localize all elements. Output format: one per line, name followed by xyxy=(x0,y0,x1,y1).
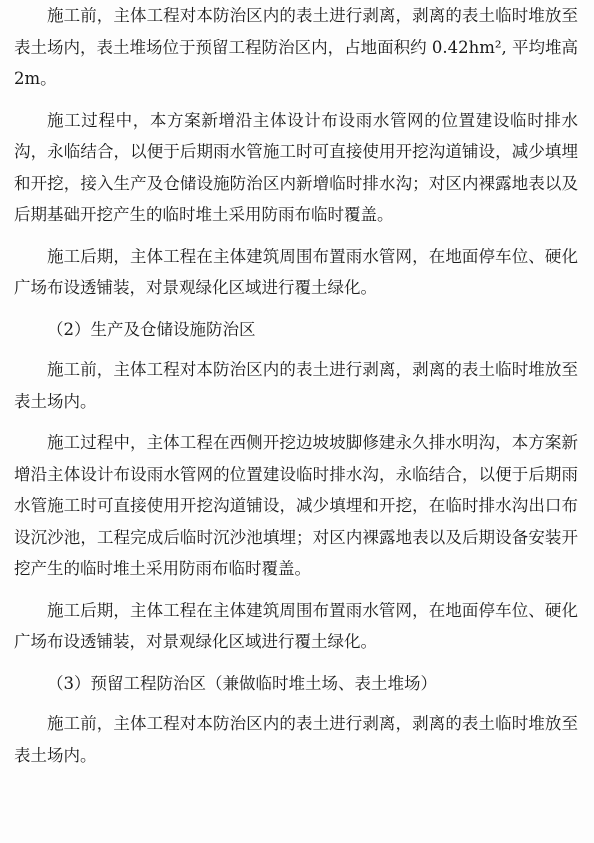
paragraph-reserved-topsoil: 施工前，主体工程对本防治区内的表土进行剥离，剥离的表土临时堆放至表土场内。 xyxy=(14,714,578,765)
section-heading-production-storage: （2）生产及仓储设施防治区 xyxy=(47,319,256,339)
paragraph-late-stage-works: 施工后期，主体工程在主体建筑周围布置雨水管网，在地面停车位、硬化广场布设透铺装，对景观绿化区域进行覆土绿化。 xyxy=(14,246,578,297)
paragraph-construction-drainage: 施工过程中，本方案新增沿主体设计布设雨水管网的位置建设临时排水沟，永临结合，以便于后期雨水管施工时可直接使用开挖沟道铺设，减少填埋和开挖，接入生产及仓储设施防治区内新增临时排水沟；对区内裸露地表以及后期基础开挖产生的临时堆土采用防雨布临时覆盖。 xyxy=(14,110,578,224)
section-heading-reserved-area: （3）预留工程防治区（兼做临时堆土场、表土堆场） xyxy=(47,673,437,693)
paragraph-production-late-stage: 施工后期，主体工程在主体建筑周围布置雨水管网，在地面停车位、硬化广场布设透铺装，对景观绿化区域进行覆土绿化。 xyxy=(14,600,578,651)
paragraph-production-topsoil: 施工前，主体工程对本防治区内的表土进行剥离，剥离的表土临时堆放至表土场内。 xyxy=(14,360,578,411)
paragraph-production-construction: 施工过程中，主体工程在西侧开挖边坡坡脚修建永久排水明沟，本方案新增沿主体设计布设雨水管网的位置建设临时排水沟，永临结合，以便于后期雨水管施工时可直接使用开挖沟道铺设，减少填埋和开挖，在临时排水沟出口布设沉沙池，工程完成后临时沉沙池填埋；对区内裸露地表以及后期设备安装开挖产生的临时堆土采用防雨布临时覆盖。 xyxy=(14,433,578,578)
paragraph-topsoil-stripping: 施工前，主体工程对本防治区内的表土进行剥离，剥离的表土临时堆放至表土场内，表土堆场位于预留工程防治区内，占地面积约 0.42hm², 平均堆高 2m。 xyxy=(14,6,578,88)
